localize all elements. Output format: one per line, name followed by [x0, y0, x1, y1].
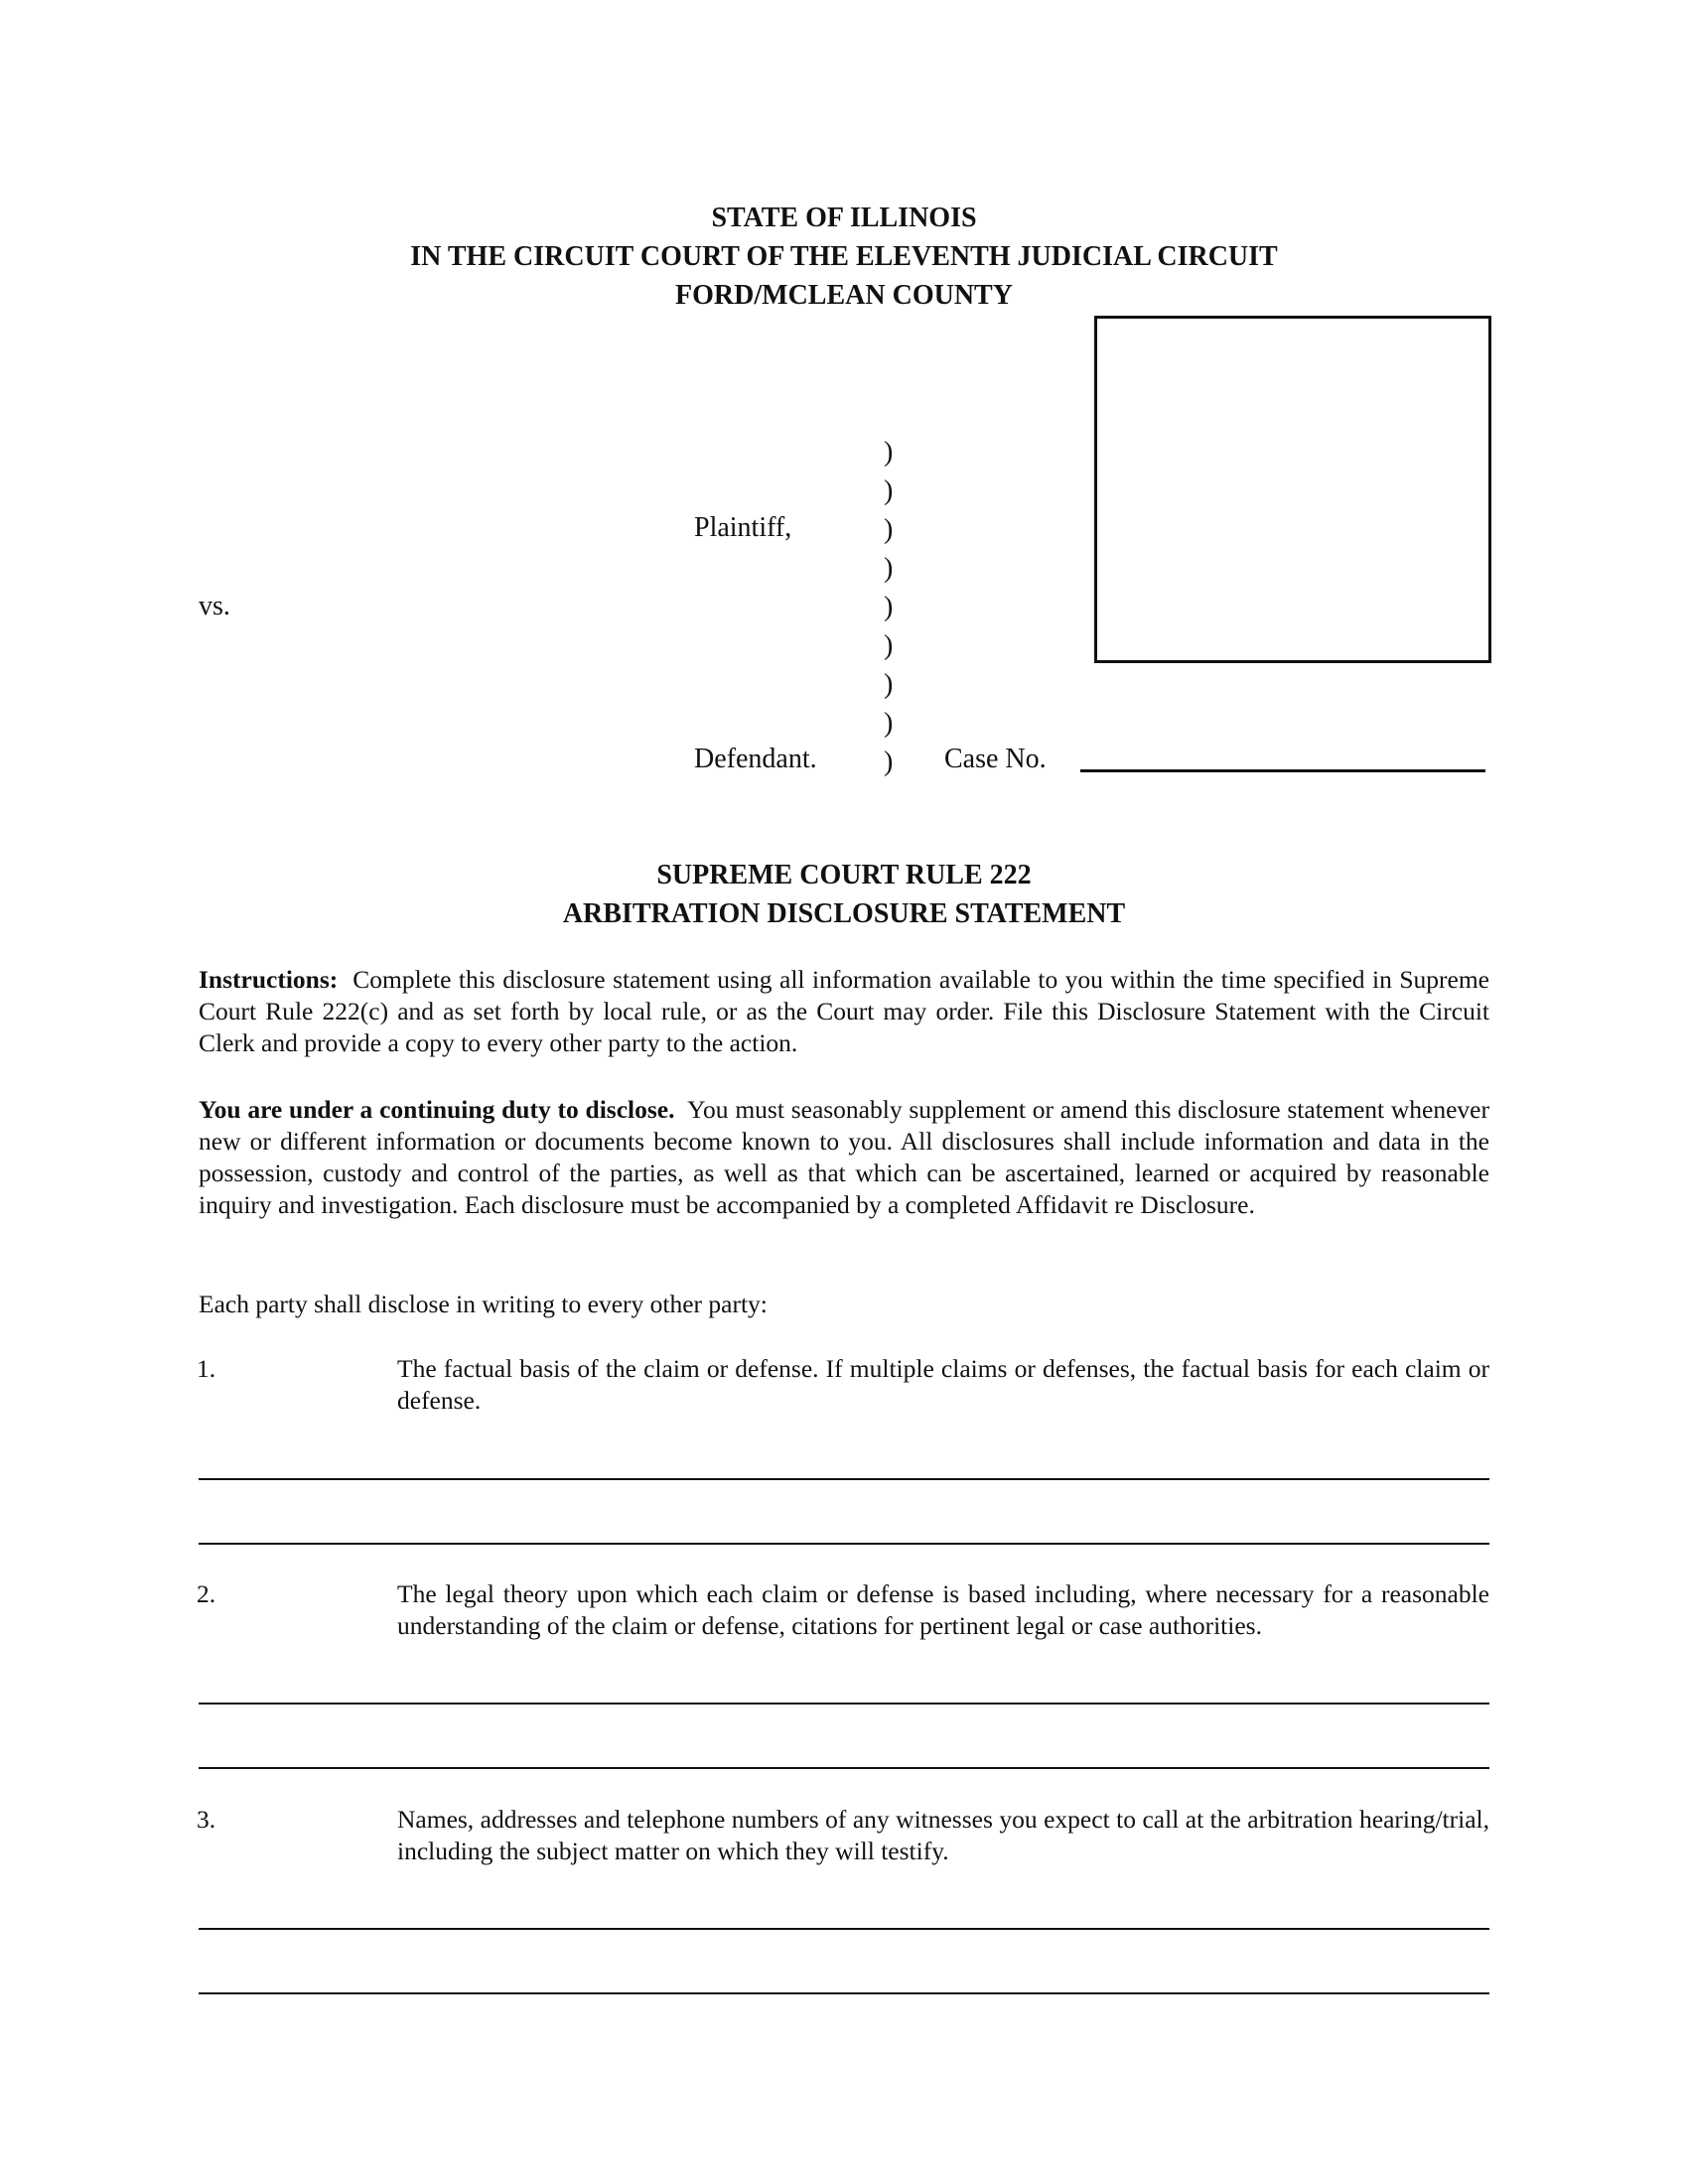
answer-line[interactable]	[199, 1992, 1489, 1994]
duty-paragraph	[199, 1094, 1489, 1221]
duty-lead: You are under a continuing duty to disclose.	[199, 1095, 675, 1124]
header-court: IN THE CIRCUIT COURT OF THE ELEVENTH JUDICIAL CIRCUIT	[410, 241, 1278, 272]
item-text: Names, addresses and telephone numbers of any witnesses you expect to call at the arbitration hearing/trial, including the subject matter on which they will testify.	[397, 1805, 1489, 1865]
answer-line[interactable]	[199, 1543, 1489, 1545]
answer-line[interactable]	[199, 1478, 1489, 1480]
vs-label: vs.	[199, 591, 230, 621]
case-no-label: Case No.	[944, 744, 1047, 774]
item-number: 3.	[197, 1805, 216, 1834]
answer-line[interactable]	[199, 1703, 1489, 1705]
item-text: The legal theory upon which each claim or defense is based including, where necessary for a reasonable understanding of the claim or defense, citations for pertinent legal or case authorities.	[397, 1579, 1489, 1640]
intro-text: Each party shall disclose in writing to every other party:	[199, 1290, 768, 1318]
caption-paren: )	[884, 630, 894, 661]
item-text: The factual basis of the claim or defense. If multiple claims or defenses, the factual basis for each claim or defense.	[397, 1354, 1489, 1415]
duty-text: You must seasonably supplement or amend this disclosure statement whenever new or different information or documents become known to you. All disclosures shall include information and data in the possession, custody and control of the parties, as well as that which can be ascertained, learned or acquired by reasonable inquiry and investigation. Each disclosure must be accompanied by a completed Affidavit re Disclosure.	[199, 1095, 1489, 1219]
form-title-rule: SUPREME COURT RULE 222	[656, 860, 1032, 890]
defendant-label: Defendant.	[694, 744, 817, 774]
plaintiff-label: Plaintiff,	[694, 512, 792, 543]
caption-paren: )	[884, 669, 894, 700]
caption-paren: )	[884, 553, 894, 584]
instructions-text: Complete this disclosure statement using all information available to you within the time specified in Supreme Court Rule 222(c) and as set forth by local rule, or as the Court may order. File this Disclosure Statement with the Circuit Clerk and provide a copy to every other party to the action.	[199, 965, 1489, 1057]
case-number-field[interactable]	[1080, 769, 1485, 772]
caption-paren: )	[884, 437, 894, 468]
instructions-lead: Instructions:	[199, 965, 339, 994]
clerk-stamp-box	[1094, 316, 1491, 663]
caption-paren: )	[884, 514, 894, 545]
caption-paren: )	[884, 476, 894, 506]
item-number: 2.	[197, 1579, 216, 1608]
form-title: ARBITRATION DISCLOSURE STATEMENT	[562, 898, 1126, 929]
caption-paren: )	[884, 592, 894, 622]
caption-paren: )	[884, 708, 894, 739]
header-state: STATE OF ILLINOIS	[711, 203, 977, 233]
instructions-paragraph	[199, 964, 1489, 1059]
header-county: FORD/MCLEAN COUNTY	[675, 280, 1013, 311]
item-number: 1.	[197, 1354, 216, 1383]
answer-line[interactable]	[199, 1767, 1489, 1769]
answer-line[interactable]	[199, 1928, 1489, 1930]
caption-paren: )	[884, 747, 894, 777]
